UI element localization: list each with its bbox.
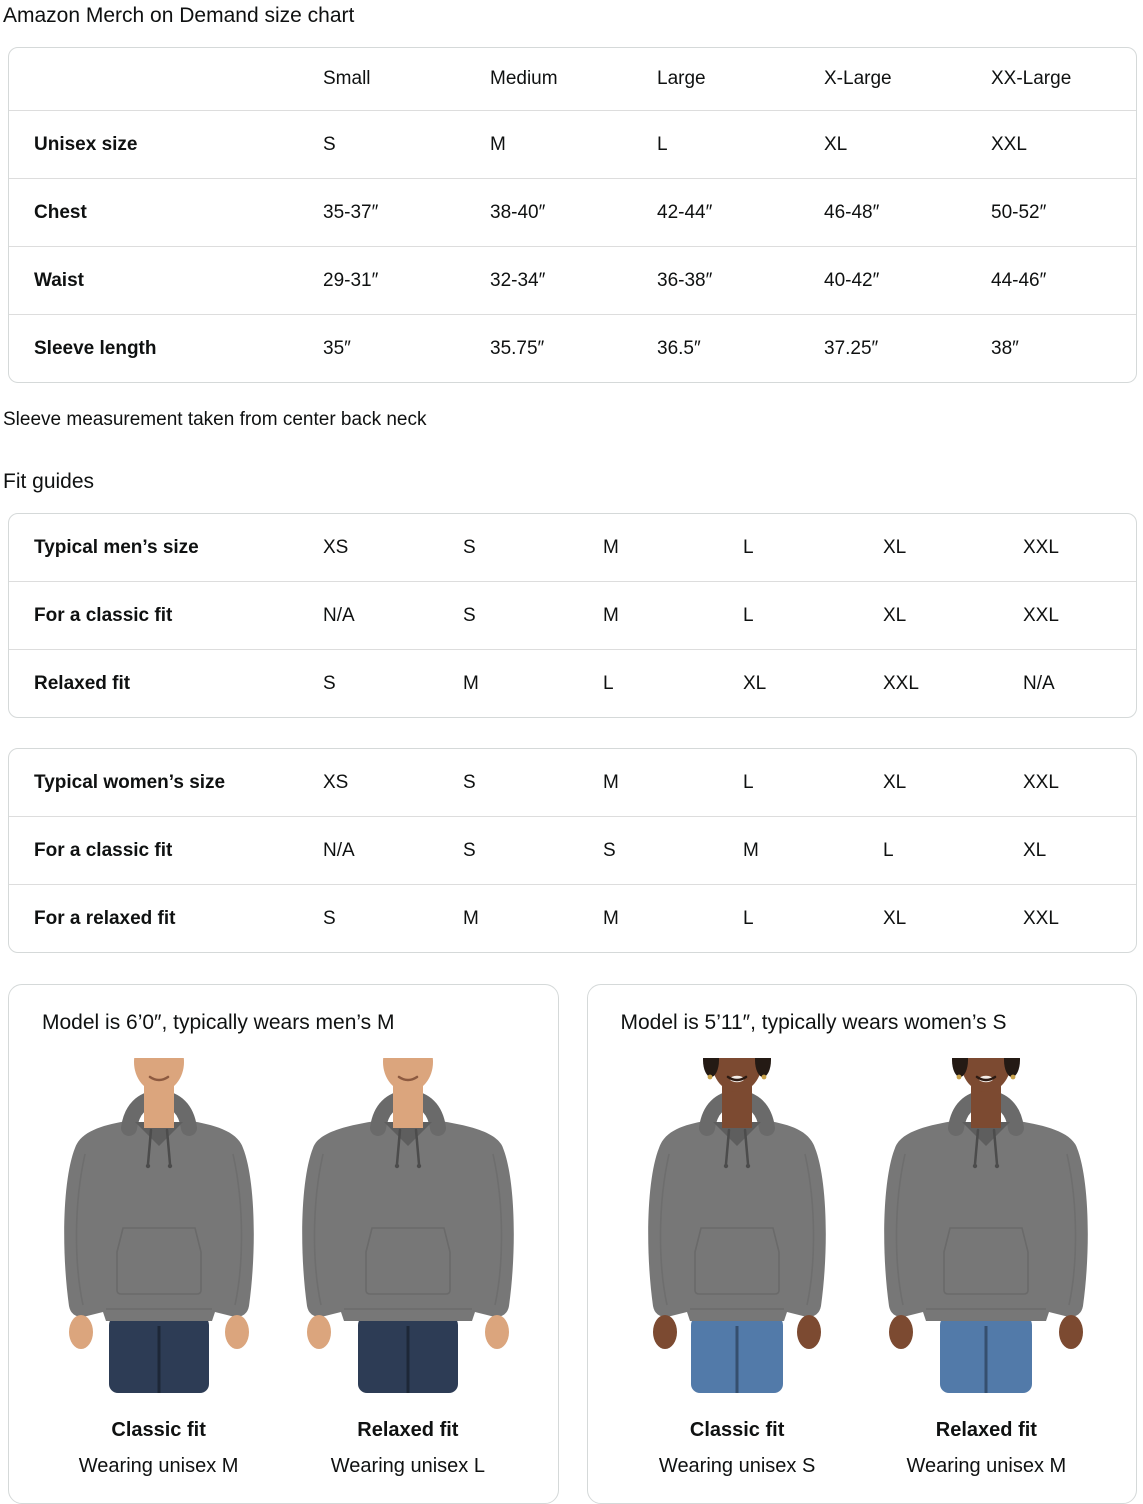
cell-value: N/A xyxy=(323,604,355,626)
cell-value: XXL xyxy=(991,133,1027,155)
table-row xyxy=(9,110,1136,178)
fit-caption: Classic fit xyxy=(111,1419,206,1441)
cell-value: L xyxy=(743,907,754,929)
model-card xyxy=(587,984,1138,1504)
column-header: XX-Large xyxy=(991,68,1072,89)
cell-value: M xyxy=(603,604,619,626)
cell-value: XL xyxy=(883,907,907,929)
table-row xyxy=(9,246,1136,314)
cell-value: 42-44″ xyxy=(657,201,713,223)
cell-value: XXL xyxy=(1023,771,1059,793)
cell-value: L xyxy=(743,604,754,626)
model-figures xyxy=(613,1058,1112,1478)
cell-value: M xyxy=(490,133,506,155)
table-header-row xyxy=(9,48,1136,110)
cell-value: XS xyxy=(323,536,349,558)
cell-value: XXL xyxy=(1023,907,1059,929)
model-figure xyxy=(613,1058,862,1478)
fit-caption: Relaxed fit xyxy=(935,1419,1037,1441)
row-label: Sleeve length xyxy=(34,337,157,359)
model-figure xyxy=(862,1058,1111,1478)
cell-value: S xyxy=(603,839,616,861)
model-figure xyxy=(283,1058,532,1478)
column-header: Small xyxy=(323,68,371,89)
row-label: Chest xyxy=(34,201,87,223)
cell-value: M xyxy=(463,907,479,929)
model-card xyxy=(8,984,559,1504)
cell-value: N/A xyxy=(1023,672,1055,694)
cell-value: XXL xyxy=(883,672,919,694)
cell-value: L xyxy=(743,536,754,558)
wearing-caption: Wearing unisex M xyxy=(906,1455,1067,1477)
table-row xyxy=(9,581,1136,649)
column-header: Medium xyxy=(490,68,558,89)
table-row xyxy=(9,884,1136,952)
cell-value: 36-38″ xyxy=(657,269,713,291)
model-photo-illustration xyxy=(49,1058,269,1393)
table-row xyxy=(9,514,1136,581)
model-photo-illustration xyxy=(876,1058,1096,1393)
row-label: Unisex size xyxy=(34,133,138,155)
cell-value: L xyxy=(743,771,754,793)
model-figure xyxy=(34,1058,283,1478)
row-label: Typical women’s size xyxy=(34,771,226,793)
cell-value: XXL xyxy=(1023,604,1059,626)
cell-value: XXL xyxy=(1023,536,1059,558)
cell-value: 40-42″ xyxy=(824,269,880,291)
cell-value: M xyxy=(603,536,619,558)
fit-caption: Classic fit xyxy=(689,1419,785,1441)
cell-value: L xyxy=(657,133,668,155)
cell-value: XL xyxy=(743,672,767,694)
cell-value: 35-37″ xyxy=(323,201,379,223)
cell-value: S xyxy=(463,604,476,626)
model-photo-illustration xyxy=(298,1058,518,1393)
cell-value: S xyxy=(323,133,336,155)
cell-value: 32-34″ xyxy=(490,269,546,291)
cell-value: M xyxy=(743,839,759,861)
cell-value: 35″ xyxy=(323,337,351,359)
size-chart-table xyxy=(8,47,1137,383)
row-label: For a classic fit xyxy=(34,839,173,861)
cell-value: 35.75″ xyxy=(490,337,545,359)
table-row xyxy=(9,178,1136,246)
model-card-heading: Model is 6’0″, typically wears men’s M xyxy=(42,1011,395,1034)
cell-value: N/A xyxy=(323,839,355,861)
cell-value: S xyxy=(463,839,476,861)
cell-value: S xyxy=(463,771,476,793)
row-label: For a classic fit xyxy=(34,604,173,626)
cell-value: L xyxy=(603,672,614,694)
table-row xyxy=(9,816,1136,884)
cell-value: M xyxy=(463,672,479,694)
wearing-caption: Wearing unisex L xyxy=(330,1455,485,1477)
cell-value: 46-48″ xyxy=(824,201,880,223)
model-photo-illustration xyxy=(627,1058,847,1393)
cell-value: XL xyxy=(883,536,907,558)
row-label: Waist xyxy=(34,269,84,291)
model-card-heading: Model is 5’11″, typically wears women’s S xyxy=(620,1011,1007,1034)
row-label: Relaxed fit xyxy=(34,672,131,694)
fit-caption: Relaxed fit xyxy=(357,1419,459,1441)
column-header: Large xyxy=(657,68,706,89)
column-header: X-Large xyxy=(824,68,892,89)
model-photo-cards xyxy=(8,984,1137,1504)
cell-value: XL xyxy=(883,771,907,793)
cell-value: XL xyxy=(883,604,907,626)
wearing-caption: Wearing unisex M xyxy=(78,1455,239,1477)
page-title: Amazon Merch on Demand size chart xyxy=(3,4,355,27)
row-label: For a relaxed fit xyxy=(34,907,176,929)
cell-value: M xyxy=(603,907,619,929)
cell-value: XS xyxy=(323,771,349,793)
cell-value: 37.25″ xyxy=(824,337,879,359)
cell-value: 50-52″ xyxy=(991,201,1047,223)
cell-value: L xyxy=(883,839,894,861)
model-figures xyxy=(34,1058,533,1478)
sleeve-footnote: Sleeve measurement taken from center back neck xyxy=(3,409,427,430)
cell-value: 38-40″ xyxy=(490,201,546,223)
cell-value: 38″ xyxy=(991,337,1019,359)
cell-value: 44-46″ xyxy=(991,269,1047,291)
cell-value: 36.5″ xyxy=(657,337,701,359)
cell-value: M xyxy=(603,771,619,793)
mens-fit-table xyxy=(8,513,1137,718)
cell-value: S xyxy=(323,907,336,929)
row-label: Typical men’s size xyxy=(34,536,199,558)
table-row xyxy=(9,649,1136,717)
womens-fit-table xyxy=(8,748,1137,953)
fit-guides-heading: Fit guides xyxy=(3,470,95,493)
cell-value: XL xyxy=(824,133,848,155)
table-row xyxy=(9,749,1136,816)
cell-value: S xyxy=(323,672,336,694)
cell-value: 29-31″ xyxy=(323,269,379,291)
wearing-caption: Wearing unisex S xyxy=(658,1455,816,1477)
cell-value: XL xyxy=(1023,839,1047,861)
cell-value: S xyxy=(463,536,476,558)
table-row xyxy=(9,314,1136,382)
